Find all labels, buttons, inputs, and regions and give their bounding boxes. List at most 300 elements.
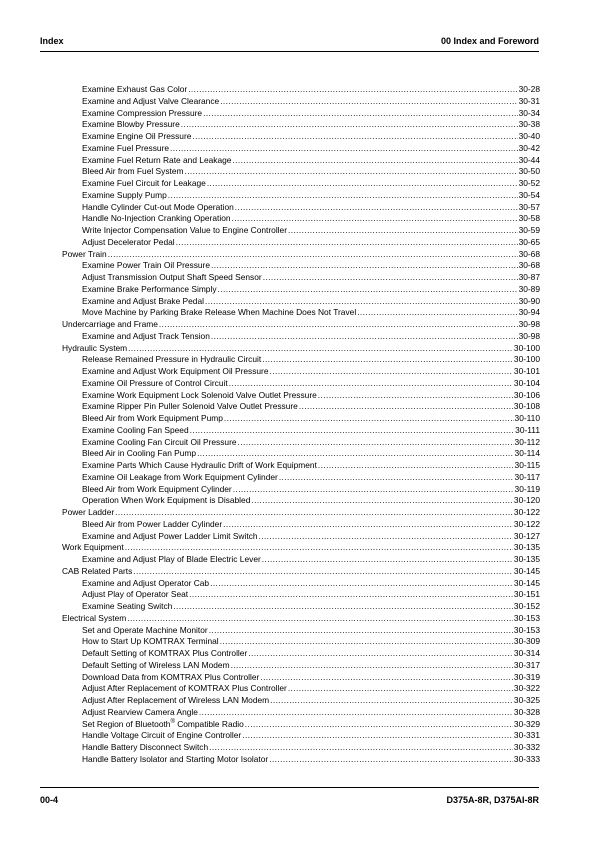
entry-page-number: 30-90 [518,295,540,306]
dot-leader [318,390,513,402]
entry-title-text: Adjust After Replacement of KOMTRAX Plus Controller [82,683,287,694]
index-entry[interactable] [62,707,540,719]
entry-title-text: Examine Cooling Fan Circuit Oil Pressure [82,436,237,447]
dot-leader [288,225,518,237]
footer-divider [40,787,539,788]
entry-title [82,96,219,108]
entry-title [82,754,268,766]
entry-title-text: Bleed Air from Power Ladder Cylinder [82,518,223,529]
entry-title-text: Examine and Adjust Power Ladder Limit Switch [82,530,258,541]
entry-title [82,625,208,637]
index-entry[interactable] [62,519,540,531]
index-entry[interactable] [62,366,540,378]
index-entry[interactable] [62,190,540,202]
entry-title [62,343,127,355]
index-section-entry[interactable] [62,566,540,578]
dot-leader [269,754,513,766]
dot-leader [133,566,513,578]
dot-leader [181,119,518,131]
entry-page-number: 30-153 [513,624,540,635]
dot-leader [190,425,515,437]
entry-title-text: Examine Fuel Circuit for Leakage [82,178,206,188]
dot-leader [211,260,518,272]
header-section-title: Index [40,36,64,46]
dot-leader [288,683,513,695]
dot-leader [159,319,518,331]
index-entry[interactable] [62,695,540,707]
dot-leader [232,213,518,225]
entry-page-number: 30-101 [513,366,540,376]
entry-page-number: 30-319 [513,671,540,682]
entry-page-number: 30-106 [513,389,540,400]
entry-title-text: Examine Seating Switch [82,601,173,611]
entry-title-text: Examine Work Equipment Lock Solenoid Valve Outlet Pressure [82,389,317,400]
entry-title-text: Undercarriage and Frame [62,319,158,329]
entry-title [82,601,172,613]
entry-title [82,437,237,449]
index-entry[interactable] [62,460,540,472]
entry-title-text: Examine and Adjust Work Equipment Oil Pressure [82,366,269,376]
index-entry[interactable] [62,166,540,178]
dot-leader [173,601,513,613]
entry-title [82,213,231,225]
index-entry[interactable] [62,237,540,249]
entry-page-number: 30-58 [518,213,540,224]
dot-leader [170,143,518,155]
entry-title-text: How to Start Up KOMTRAX Terminal [82,636,219,647]
entry-title [82,484,232,496]
index-entry[interactable] [62,730,540,742]
entry-title-text: CAB Related Parts [62,565,133,576]
entry-title-text: Examine Ripper Pin Puller Solenoid Valve Outlet Pressure [82,401,298,412]
dot-leader [279,472,514,484]
entry-page-number: 30-322 [513,683,540,694]
entry-page-number: 30-328 [513,706,540,717]
entry-page-number: 30-38 [518,119,540,130]
entry-title-text: Handle Voltage Circuit of Engine Controller [82,730,242,741]
entry-page-number: 30-329 [513,718,540,729]
entry-title-text-cont: Compatible Radio [174,718,244,729]
entry-title-text: Handle Cylinder Cut-out Mode Operation [82,201,234,212]
entry-title [82,178,206,190]
entry-title-text: Adjust Transmission Output Shaft Speed Sensor [82,272,262,282]
dot-leader [115,507,513,519]
entry-title [82,390,317,402]
entry-title [82,636,219,648]
entry-title [82,378,228,390]
dot-leader [209,625,513,637]
dot-leader [318,460,514,472]
dot-leader [207,178,518,190]
entry-page-number: 30-108 [513,401,540,412]
dot-leader [223,519,513,531]
entry-page-number: 30-119 [514,483,540,494]
entry-title [82,578,209,590]
entry-page-number: 30-54 [518,189,540,200]
entry-page-number: 30-28 [518,84,540,94]
entry-page-number: 30-112 [514,436,540,447]
entry-page-number: 30-57 [518,201,540,212]
dot-leader [245,719,513,731]
footer-model: D375A-8R, D375AI-8R [446,795,539,805]
index-entry[interactable] [62,660,540,672]
entry-title [82,707,198,719]
entry-title [62,319,158,331]
dot-leader [263,272,518,284]
entry-title-text: Handle Battery Disconnect Switch [82,742,209,752]
entry-page-number: 30-152 [513,601,540,611]
entry-page-number: 30-34 [518,107,540,118]
entry-page-number: 30-317 [513,659,540,670]
index-entry[interactable] [62,155,540,167]
entry-page-number: 30-114 [514,448,540,459]
entry-title-text: Operation When Work Equipment is Disabled [82,495,251,506]
dot-leader [108,249,518,261]
entry-page-number: 30-314 [513,648,540,658]
index-entry[interactable] [62,307,540,319]
index-entry[interactable] [62,484,540,496]
index-entry[interactable] [62,754,540,766]
index-entry[interactable] [62,178,540,190]
index-entry[interactable] [62,683,540,695]
index-section-entry[interactable] [62,542,540,554]
dot-leader [235,202,518,214]
entry-title [82,730,241,742]
entry-title-text: Power Train [62,248,107,259]
entry-title-text: Write Injector Compensation Value to Engine Controller [82,225,287,235]
entry-title [82,354,261,366]
dot-leader [299,401,513,413]
entry-page-number: 30-110 [514,413,540,423]
entry-title [82,108,202,120]
entry-title-text: Work Equipment [62,542,124,553]
entry-page-number: 30-98 [518,330,540,341]
entry-title [82,190,167,202]
entry-title [82,472,278,484]
entry-page-number: 30-65 [518,236,540,247]
entry-title-text: Set Region of Bluetooth [82,718,171,729]
dot-leader [210,578,513,590]
entry-title [62,613,126,625]
dot-leader [248,648,513,660]
entry-title-text: Default Setting of Wireless LAN Modem [82,659,230,670]
dot-leader [233,484,514,496]
entry-title-text: Release Remained Pressure in Hydraulic Circuit [82,354,262,365]
entry-title-text: Examine and Adjust Track Tension [82,330,210,341]
entry-page-number: 30-59 [518,225,540,235]
entry-page-number: 30-50 [518,166,540,177]
entry-title [82,719,244,731]
entry-title [82,401,298,413]
entry-page-number: 30-325 [513,695,540,705]
dot-leader [259,531,513,543]
entry-title-text: Examine Oil Pressure of Control Circuit [82,377,228,388]
entry-title-text: Examine and Adjust Operator Cab [82,577,210,588]
entry-title-text: Bleed Air from Work Equipment Pump [82,413,223,423]
entry-title-text: Examine Brake Performance Simply [82,283,217,294]
entry-title [82,307,356,319]
dot-leader [270,366,513,378]
index-entry[interactable] [62,378,540,390]
entry-title-text: Electrical System [62,612,127,623]
entry-title [82,460,317,472]
entry-title [82,648,247,660]
header-chapter-title: 00 Index and Foreword [440,36,539,46]
entry-page-number: 30-331 [513,730,540,741]
entry-title [82,272,262,284]
dot-leader [357,307,517,319]
entry-title [82,155,231,167]
dot-leader [203,108,517,120]
entry-title [82,531,258,543]
entry-title [82,331,210,343]
entry-title-text: Hydraulic System [62,342,128,353]
dot-leader [262,554,513,566]
index-entry[interactable] [62,425,540,437]
dot-leader [231,660,513,672]
index-entry[interactable] [62,284,540,296]
index-entry[interactable] [62,589,540,601]
index-entry[interactable] [62,296,540,308]
index-entry[interactable] [62,260,540,272]
dot-leader [168,190,518,202]
entry-title-text: Examine and Adjust Brake Pedal [82,295,204,306]
entry-title-text: Bleed Air from Work Equipment Cylinder [82,483,232,494]
entry-page-number: 30-127 [513,530,540,541]
entry-title [62,566,132,578]
entry-page-number: 30-111 [515,424,540,435]
index-entry[interactable] [62,448,540,460]
index-entry[interactable] [62,648,540,660]
entry-page-number: 30-309 [513,636,540,647]
index-entry[interactable] [62,143,540,155]
entry-title-text: Bleed Air in Cooling Fan Pump [82,448,197,459]
entry-title-text: Default Setting of KOMTRAX Plus Controller [82,648,248,658]
entry-title-text: Adjust Rearview Camera Angle [82,706,198,717]
entry-page-number: 30-89 [518,283,540,294]
entry-page-number: 30-100 [513,354,540,365]
index-entry[interactable] [62,472,540,484]
dot-leader [270,695,513,707]
index-entry[interactable] [62,225,540,237]
index-entry[interactable] [62,672,540,684]
index-entry[interactable] [62,742,540,754]
entry-title-text: Examine Exhaust Gas Color [82,84,188,94]
entry-page-number: 30-68 [518,248,540,259]
entry-page-number: 30-44 [518,154,540,165]
entry-title-text: Examine and Adjust Valve Clearance [82,95,220,106]
index-entry[interactable] [62,272,540,284]
dot-leader [184,166,517,178]
entry-title-text: Examine Fuel Pressure [82,142,170,153]
dot-leader [188,84,517,96]
entry-title [82,202,234,214]
entry-title-text: Adjust Decelerator Pedal [82,236,175,247]
entry-title [82,519,222,531]
entry-title-text: Examine and Adjust Play of Blade Electric Lever [82,554,261,564]
dot-leader [189,589,513,601]
index-entry[interactable] [62,413,540,425]
entry-title-text: Bleed Air from Fuel System [82,166,184,177]
index-section-entry[interactable] [62,507,540,519]
entry-page-number: 30-145 [513,565,540,576]
entry-title-text: Examine Power Train Oil Pressure [82,260,210,271]
dot-leader [251,495,513,507]
dot-leader [238,437,514,449]
index-entry[interactable] [62,437,540,449]
dot-leader [127,613,513,625]
dot-leader [128,343,513,355]
index-entry[interactable] [62,84,540,96]
dot-leader [242,730,513,742]
entry-title [82,225,287,237]
entry-title [82,495,250,507]
index-entry[interactable] [62,119,540,131]
dot-leader [232,155,517,167]
dot-leader [209,742,513,754]
entry-title [82,260,210,272]
dot-leader [205,296,518,308]
entry-title [82,554,261,566]
dot-leader [220,96,517,108]
entry-title [62,542,124,554]
entry-title [82,143,169,155]
index-section-entry[interactable] [62,319,540,331]
dot-leader [197,448,513,460]
dot-leader [229,378,513,390]
entry-title [82,237,175,249]
entry-title [82,296,204,308]
registered-mark: ® [170,718,175,725]
entry-title-text: Move Machine by Parking Brake Release When Machine Does Not Travel [82,307,357,318]
entry-title [82,695,269,707]
index-section-entry[interactable] [62,613,540,625]
dot-leader [211,331,518,343]
entry-page-number: 30-135 [513,542,540,553]
header-divider [40,51,539,52]
entry-title-text: Examine Fuel Return Rate and Leakage [82,154,232,165]
entry-title [82,448,196,460]
index-entry[interactable] [62,495,540,507]
dot-leader [176,237,518,249]
entry-title-text: Adjust After Replacement of Wireless LAN Modem [82,695,270,705]
entry-page-number: 30-332 [513,742,540,752]
entry-page-number: 30-122 [513,518,540,529]
index-list [62,84,540,766]
entry-page-number: 30-151 [513,589,540,600]
entry-page-number: 30-94 [518,307,540,318]
index-entry[interactable] [62,601,540,613]
index-entry[interactable] [62,578,540,590]
dot-leader [262,354,513,366]
index-entry[interactable] [62,531,540,543]
entry-title [82,742,208,754]
entry-title-text: Adjust Play of Operator Seat [82,589,189,600]
entry-page-number: 30-153 [513,612,540,623]
entry-title-text: Set and Operate Machine Monitor [82,624,208,635]
entry-title-text: Handle No-Injection Cranking Operation [82,213,231,224]
entry-title [82,672,259,684]
entry-title-text: Examine Parts Which Cause Hydraulic Drift of Work Equipment [82,460,317,470]
entry-page-number: 30-115 [514,460,540,470]
index-entry[interactable] [62,390,540,402]
entry-page-number: 30-117 [514,471,540,482]
entry-title [82,131,191,143]
entry-title [82,413,223,425]
entry-page-number: 30-87 [518,272,540,282]
entry-page-number: 30-135 [513,554,540,564]
entry-page-number: 30-98 [518,319,540,329]
index-entry[interactable] [62,202,540,214]
index-entry[interactable] [62,554,540,566]
entry-page-number: 30-104 [513,377,540,388]
footer-page-number: 00-4 [40,795,59,805]
index-section-entry[interactable] [62,343,540,355]
index-entry[interactable] [62,108,540,120]
entry-title [62,249,107,261]
entry-title-text: Examine Blowby Pressure [82,119,180,130]
index-section-entry[interactable] [62,249,540,261]
index-entry[interactable] [62,331,540,343]
entry-page-number: 30-100 [513,342,540,353]
index-entry[interactable] [62,213,540,225]
dot-leader [125,542,513,554]
entry-page-number: 30-120 [513,495,540,506]
entry-title [62,507,114,519]
entry-title-text: Handle Battery Isolator and Starting Motor Isolator [82,753,269,764]
entry-page-number: 30-333 [513,753,540,764]
entry-title [82,425,189,437]
entry-title-text: Examine Supply Pump [82,189,167,200]
entry-title [82,119,180,131]
entry-title [82,589,188,601]
entry-title [82,166,183,178]
index-entry[interactable] [62,96,540,108]
page-header [40,36,539,52]
entry-title [82,683,287,695]
entry-page-number: 30-145 [513,577,540,588]
dot-leader [218,284,518,296]
entry-title-text: Power Ladder [62,507,115,517]
index-entry[interactable] [62,625,540,637]
dot-leader [220,636,513,648]
index-entry[interactable] [62,354,540,366]
entry-title-text: Examine Engine Oil Pressure [82,131,192,141]
entry-title-text: Examine Oil Leakage from Work Equipment Cylinder [82,471,278,482]
entry-title [82,284,217,296]
index-entry[interactable] [62,131,540,143]
entry-title [82,84,187,96]
entry-page-number: 30-42 [518,142,540,153]
index-entry[interactable] [62,719,540,731]
entry-page-number: 30-122 [513,507,540,517]
entry-title-text: Examine Compression Pressure [82,107,203,118]
dot-leader [260,672,513,684]
entry-page-number: 30-68 [518,260,540,271]
entry-title-text: Download Data from KOMTRAX Plus Controller [82,671,260,682]
dot-leader [199,707,513,719]
index-entry[interactable] [62,401,540,413]
entry-page-number: 30-52 [518,178,540,188]
entry-title-text: Examine Cooling Fan Speed [82,424,189,435]
entry-page-number: 30-31 [518,95,540,106]
dot-leader [224,413,514,425]
entry-page-number: 30-40 [518,131,540,141]
index-entry[interactable] [62,636,540,648]
entry-title [82,366,269,378]
entry-title [82,660,230,672]
dot-leader [192,131,517,143]
